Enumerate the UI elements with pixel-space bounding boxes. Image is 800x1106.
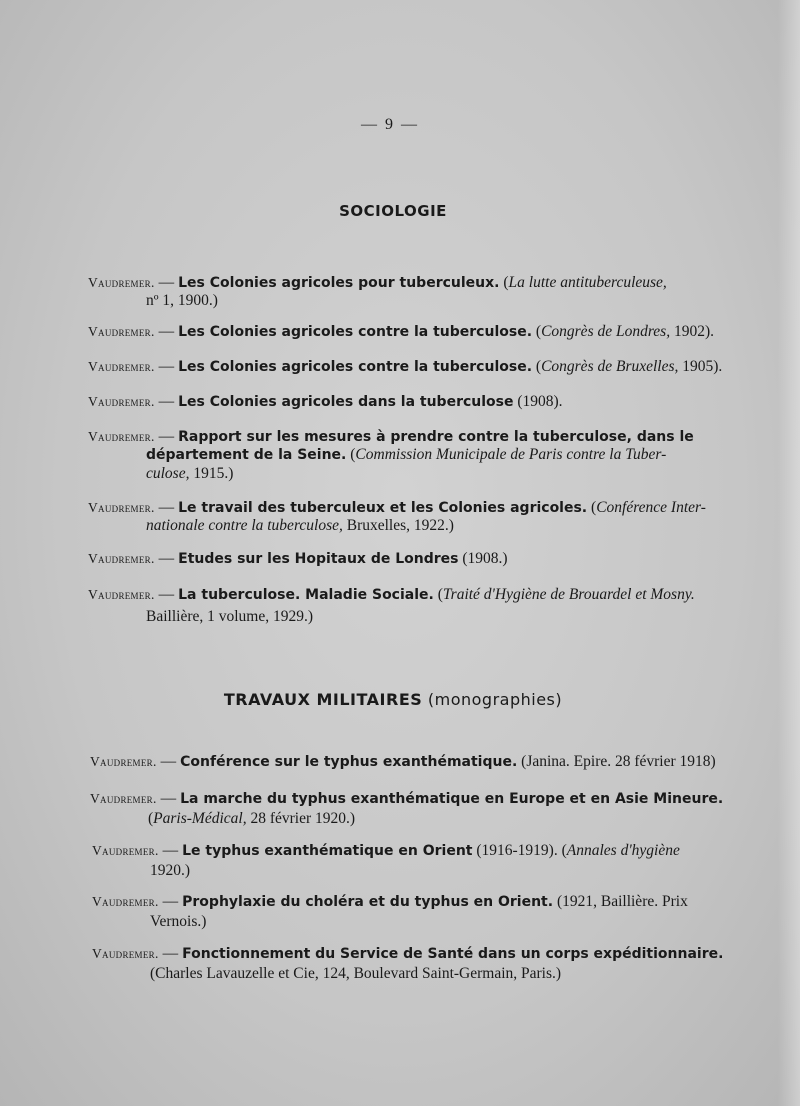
bibliography-entry: Vaudremer. — La tuberculose. Maladie Sociale. (Traité d'Hygiène de Brouardel et Mosny. bbox=[88, 586, 695, 603]
entry-continuation: département de la Seine. (Commission Municipale de Paris contre la Tuber- bbox=[146, 446, 667, 463]
entry-source: La lutte antituberculeuse, bbox=[508, 274, 667, 291]
bibliography-entry: Vaudremer. — Les Colonies agricoles contre la tuberculose. (Congrès de Bruxelles, 1905). bbox=[88, 358, 723, 375]
entry-author: Vaudremer. bbox=[88, 275, 155, 290]
page-edge-shadow bbox=[778, 0, 800, 1106]
bibliography-entry: Vaudremer. — Les Colonies agricoles dans la tuberculose (1908). bbox=[88, 393, 563, 410]
bibliography-entry: Vaudremer. — Conférence sur le typhus exanthématique. (Janina. Epire. 28 février 1918) bbox=[90, 753, 716, 770]
bibliography-entry: Vaudremer. — Etudes sur les Hopitaux de Londres (1908.) bbox=[88, 550, 508, 567]
bibliography-entry: Vaudremer. — Les Colonies agricoles contre la tuberculose. (Congrès de Londres, 1902). bbox=[88, 323, 715, 340]
entry-continuation: (Charles Lavauzelle et Cie, 124, Boulevard Saint-Germain, Paris.) bbox=[150, 965, 562, 982]
section-title-sociologie: SOCIOLOGIE bbox=[339, 202, 447, 220]
entry-continuation: Vernois.) bbox=[150, 913, 207, 930]
entry-continuation: (Paris-Médical, 28 février 1920.) bbox=[148, 810, 356, 827]
bibliography-entry: Vaudremer. — Fonctionnement du Service de Santé dans un corps expéditionnaire. bbox=[92, 945, 724, 962]
page-number: — 9 — bbox=[361, 116, 419, 133]
entry-continuation: 1920.) bbox=[150, 862, 191, 879]
section-title-travaux-militaires: TRAVAUX MILITAIRES (monographies) bbox=[223, 690, 563, 709]
entry-continuation: nº 1, 1900.) bbox=[146, 292, 218, 309]
bibliography-entry: Vaudremer. — Les Colonies agricoles pour tuberculeux. (La lutte antituberculeuse, bbox=[88, 274, 667, 291]
bibliography-entry: Vaudremer. — Prophylaxie du choléra et du typhus en Orient. (1921, Baillière. Prix bbox=[92, 893, 688, 910]
entry-continuation: Baillière, 1 volume, 1929.) bbox=[146, 608, 314, 625]
entry-continuation: nationale contre la tuberculose, Bruxelles, 1922.) bbox=[146, 517, 454, 534]
entry-title: Les Colonies agricoles pour tuberculeux. bbox=[178, 275, 500, 291]
bibliography-entry: Vaudremer. — Le travail des tuberculeux et les Colonies agricoles. (Conférence Inter- bbox=[88, 499, 706, 516]
bibliography-entry: Vaudremer. — La marche du typhus exanthématique en Europe et en Asie Mineure. bbox=[90, 790, 724, 807]
entry-continuation: culose, 1915.) bbox=[146, 465, 234, 482]
bibliography-entry: Vaudremer. — Le typhus exanthématique en Orient (1916-1919). (Annales d'hygiène bbox=[92, 842, 680, 859]
bibliography-entry: Vaudremer. — Rapport sur les mesures à prendre contre la tuberculose, dans le bbox=[88, 428, 694, 445]
